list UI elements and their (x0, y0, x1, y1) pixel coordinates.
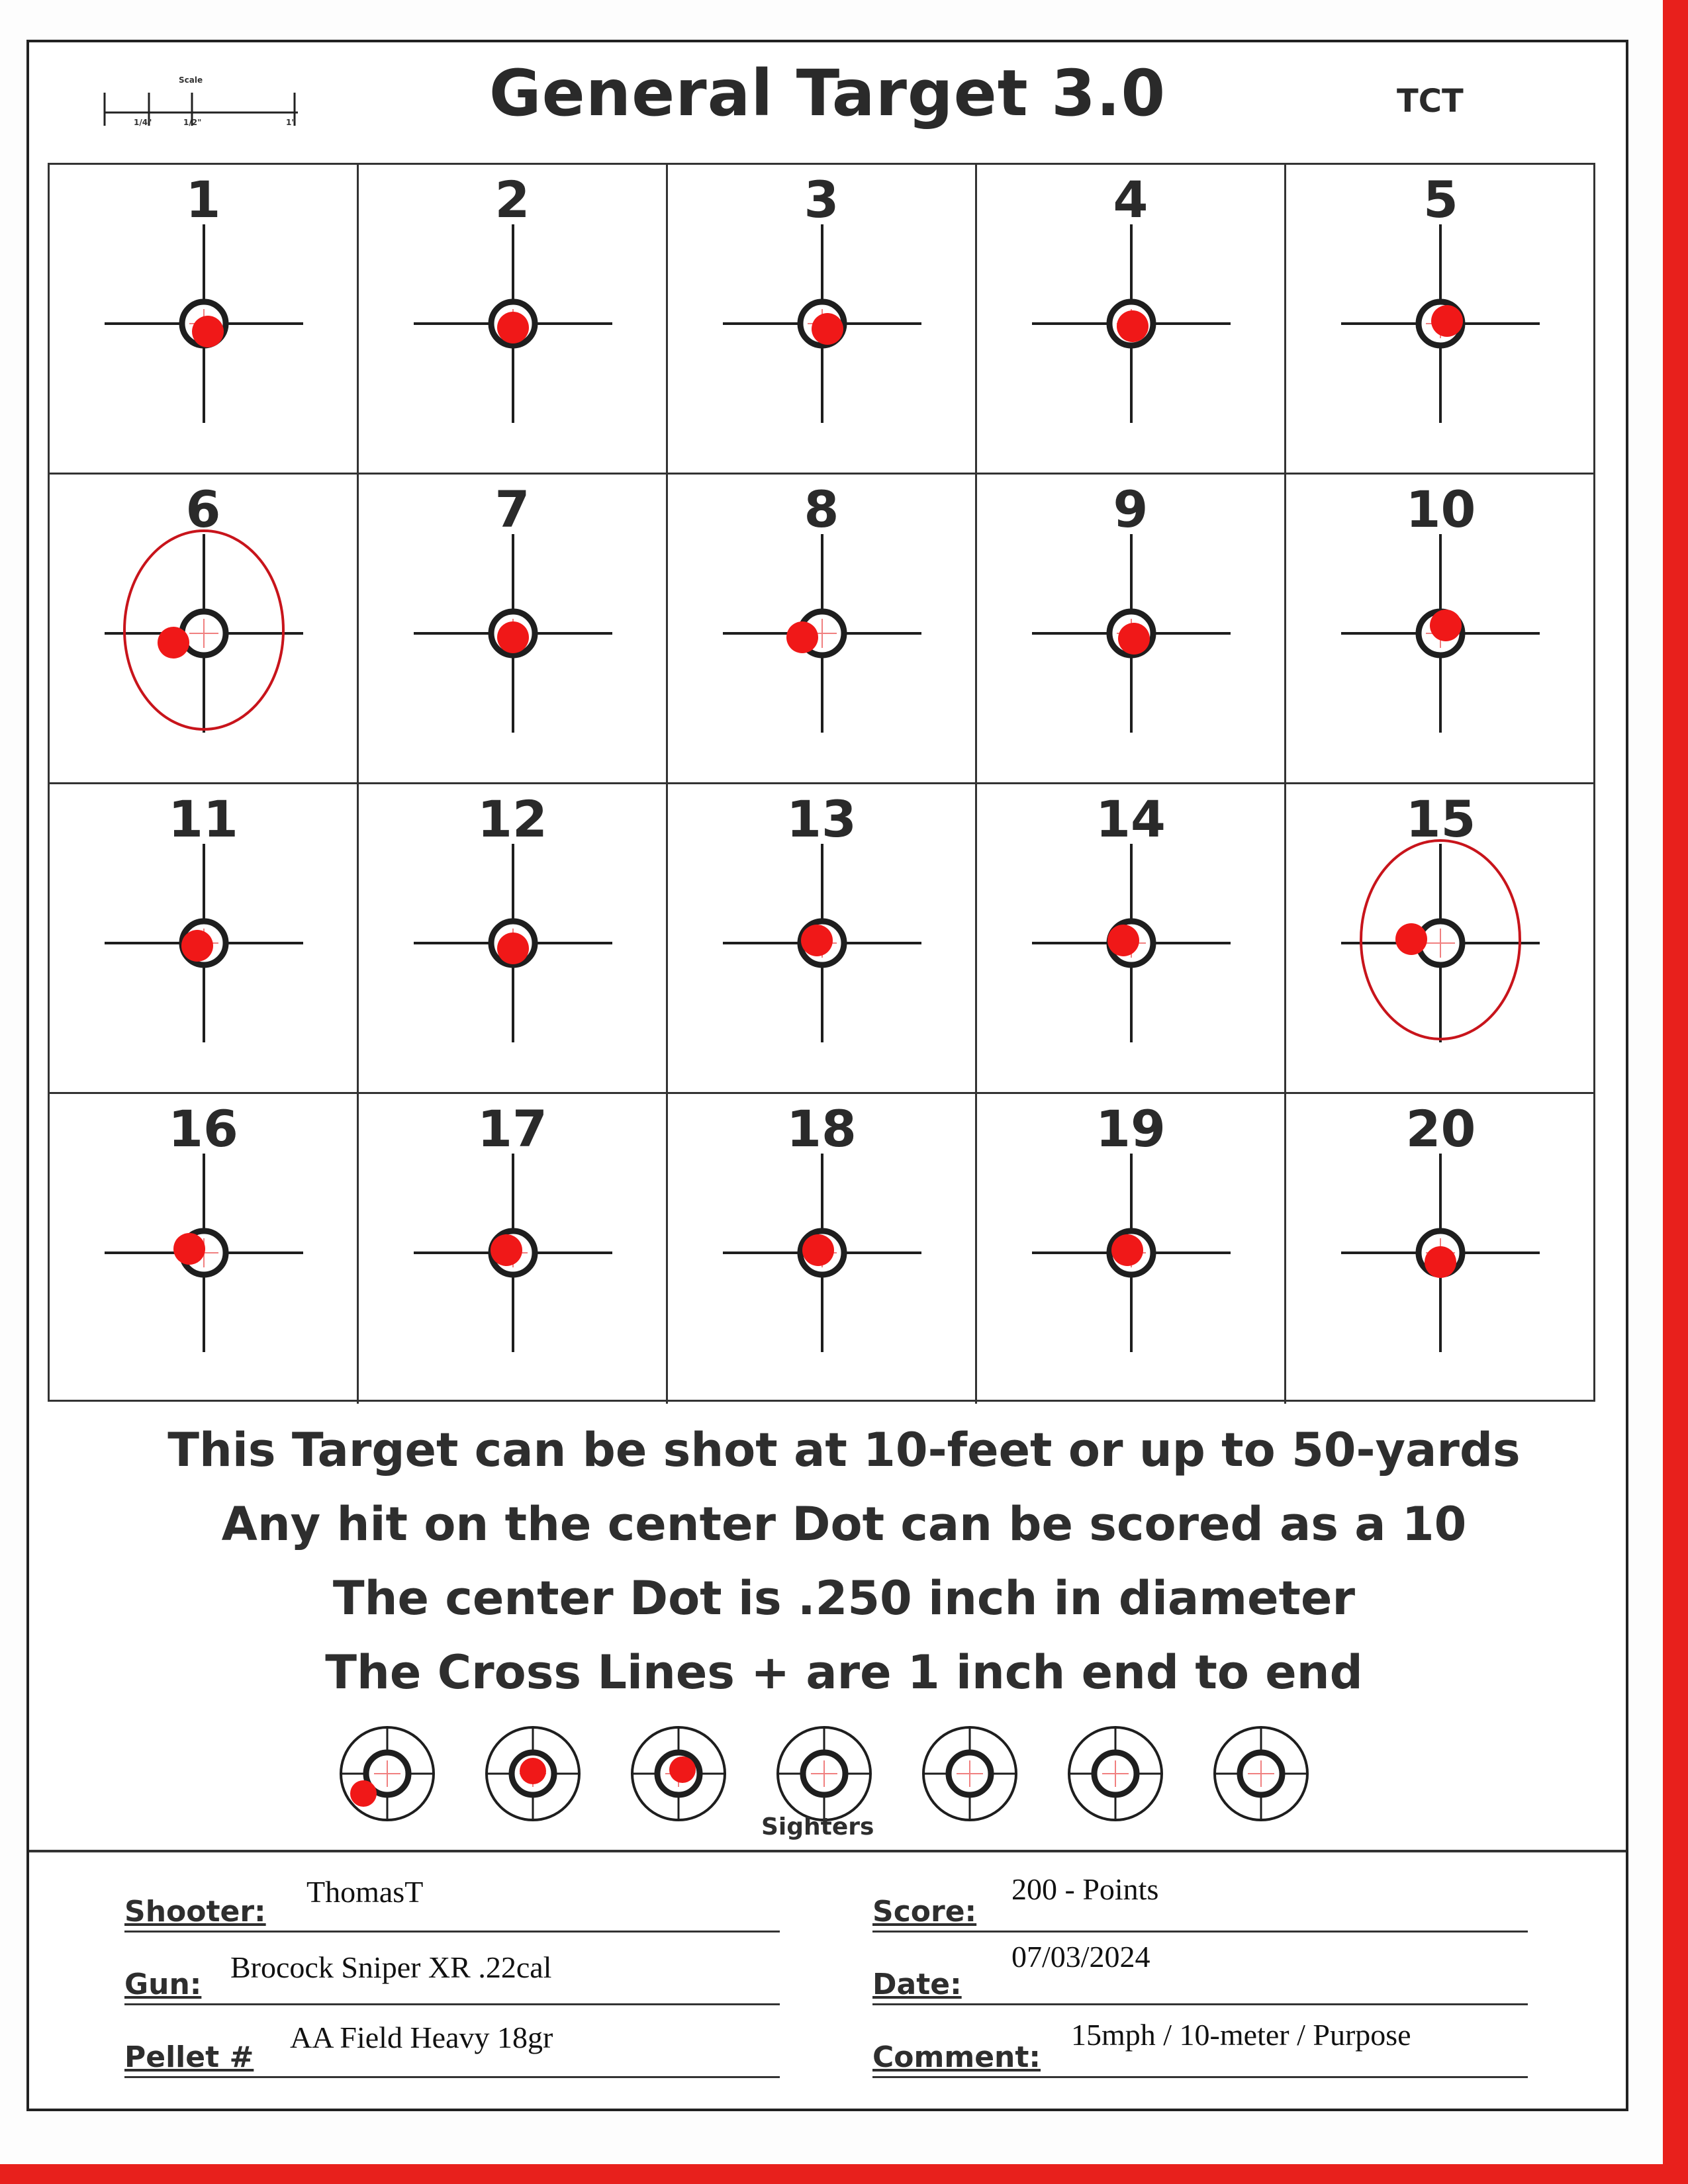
shot-hole (1430, 610, 1462, 641)
crosshair-target (1286, 784, 1595, 1094)
target-14 (977, 784, 1286, 1094)
sighter-target (1215, 1727, 1307, 1820)
shot-hole (1117, 310, 1149, 342)
target-number: 18 (786, 1099, 857, 1158)
target-number: 20 (1405, 1099, 1476, 1158)
target-number: 9 (1113, 480, 1149, 539)
crosshair-target (359, 475, 668, 784)
crosshair-target (977, 784, 1286, 1094)
score-value: 200 - Points (1011, 1872, 1159, 1906)
crosshair-target (359, 1094, 668, 1404)
crosshair-target (668, 165, 977, 475)
target-8 (668, 475, 977, 784)
target-number: 12 (477, 790, 547, 848)
crosshair-target (977, 165, 1286, 475)
instruction-line: The Cross Lines + are 1 inch end to end (325, 1645, 1363, 1700)
target-number: 15 (1405, 790, 1476, 848)
instruction-line: The center Dot is .250 inch in diameter (332, 1571, 1356, 1625)
date-field (872, 1940, 1528, 2005)
crosshair-target (50, 784, 359, 1094)
shot-hole (158, 627, 189, 659)
comment-label: Comment: (872, 2040, 1041, 2074)
target-18 (668, 1094, 977, 1404)
target-number: 17 (477, 1099, 547, 1158)
target-4 (977, 165, 1286, 475)
page-title: General Target 3.0 (489, 56, 1166, 130)
sighter-target (1069, 1727, 1162, 1820)
sighter-shot-hole (520, 1758, 546, 1784)
target-number: 16 (168, 1099, 238, 1158)
target-number: 6 (185, 480, 221, 539)
target-number: 3 (804, 170, 839, 229)
targets-grid (48, 163, 1595, 1402)
instruction-line: Any hit on the center Dot can be scored as a 10 (221, 1497, 1467, 1551)
crosshair-target (50, 475, 359, 784)
shot-hole (181, 930, 213, 962)
shot-hole (192, 316, 224, 347)
shot-hole (1425, 1246, 1456, 1278)
target-7 (359, 475, 668, 784)
red-page-edge-right (1663, 0, 1688, 2184)
sighters-label: Sighters (761, 1813, 874, 1841)
shot-hole (802, 1234, 834, 1266)
crosshair-target (50, 1094, 359, 1404)
shot-hole (497, 312, 529, 343)
sighter-shot-hole (669, 1756, 696, 1783)
crosshair-target (668, 475, 977, 784)
scale-mark-half: 1/2" (183, 118, 202, 127)
comment-value: 15mph / 10-meter / Purpose (1071, 2018, 1411, 2052)
target-number: 1 (185, 170, 221, 229)
shot-hole (491, 1234, 522, 1266)
target-1 (50, 165, 359, 475)
comment-field (872, 2019, 1528, 2078)
target-number: 13 (786, 790, 857, 848)
sighter-shot-hole (350, 1780, 377, 1807)
instructions-block (0, 1413, 1688, 1709)
crosshair-target (50, 165, 359, 475)
target-20 (1286, 1094, 1595, 1404)
target-10 (1286, 475, 1595, 784)
target-9 (977, 475, 1286, 784)
shot-hole (497, 621, 529, 653)
tct-label: TCT (1397, 83, 1464, 120)
scale-ruler (99, 66, 311, 146)
sighter-target (778, 1727, 870, 1820)
shooter-value: ThomasT (306, 1875, 424, 1909)
target-11 (50, 784, 359, 1094)
shot-hole (497, 933, 529, 964)
target-2 (359, 165, 668, 475)
target-12 (359, 784, 668, 1094)
target-number: 7 (494, 480, 530, 539)
date-label: Date: (872, 1968, 962, 2001)
target-13 (668, 784, 977, 1094)
shot-hole (812, 313, 843, 345)
pellet-field (124, 2019, 780, 2078)
target-number: 2 (494, 170, 530, 229)
shooter-field (124, 1873, 780, 1933)
sighter-target (632, 1727, 725, 1820)
gun-label: Gun: (124, 1968, 202, 2001)
crosshair-target (668, 784, 977, 1094)
score-label: Score: (872, 1895, 977, 1929)
shot-hole (1395, 923, 1427, 955)
shot-hole (1107, 925, 1139, 956)
shot-hole (1118, 623, 1150, 655)
crosshair-target (359, 165, 668, 475)
shot-hole (173, 1233, 205, 1265)
crosshair-target (1286, 475, 1595, 784)
target-17 (359, 1094, 668, 1404)
shot-hole (801, 925, 833, 956)
pellet-label: Pellet # (124, 2040, 254, 2074)
red-page-edge-bottom (0, 2164, 1688, 2184)
scale-ruler-graphic (99, 66, 311, 146)
crosshair-target (359, 784, 668, 1094)
gun-field (124, 1946, 780, 2005)
sighter-target (923, 1727, 1016, 1820)
target-15 (1286, 784, 1595, 1094)
target-16 (50, 1094, 359, 1404)
shot-hole (1111, 1234, 1143, 1266)
instruction-line: This Target can be shot at 10-feet or up to 50-yards (167, 1423, 1521, 1477)
target-19 (977, 1094, 1286, 1404)
target-number: 8 (804, 480, 839, 539)
target-number: 19 (1096, 1099, 1166, 1158)
crosshair-target (977, 1094, 1286, 1404)
gun-value: Brocock Sniper XR .22cal (230, 1950, 552, 1984)
pellet-value: AA Field Heavy 18gr (290, 2021, 553, 2054)
score-field (872, 1873, 1528, 1933)
target-number: 5 (1423, 170, 1458, 229)
shot-hole (1431, 305, 1463, 337)
scale-mark-quarter: 1/4" (134, 118, 152, 127)
target-number: 14 (1096, 790, 1166, 848)
target-3 (668, 165, 977, 475)
target-5 (1286, 165, 1595, 475)
crosshair-target (977, 475, 1286, 784)
target-number: 10 (1405, 480, 1476, 539)
sighter-target (341, 1727, 434, 1820)
scale-title: Scale (179, 75, 203, 85)
target-number: 11 (168, 790, 238, 848)
sighter-target (487, 1727, 579, 1820)
target-6 (50, 475, 359, 784)
crosshair-target (1286, 165, 1595, 475)
date-value: 07/03/2024 (1011, 1940, 1150, 1974)
target-number: 4 (1113, 170, 1149, 229)
crosshair-target (1286, 1094, 1595, 1404)
crosshair-target (668, 1094, 977, 1404)
form-divider (29, 1850, 1626, 1852)
scale-mark-inch: 1" (286, 118, 296, 127)
shot-hole (786, 621, 818, 653)
shooter-label: Shooter: (124, 1895, 266, 1929)
